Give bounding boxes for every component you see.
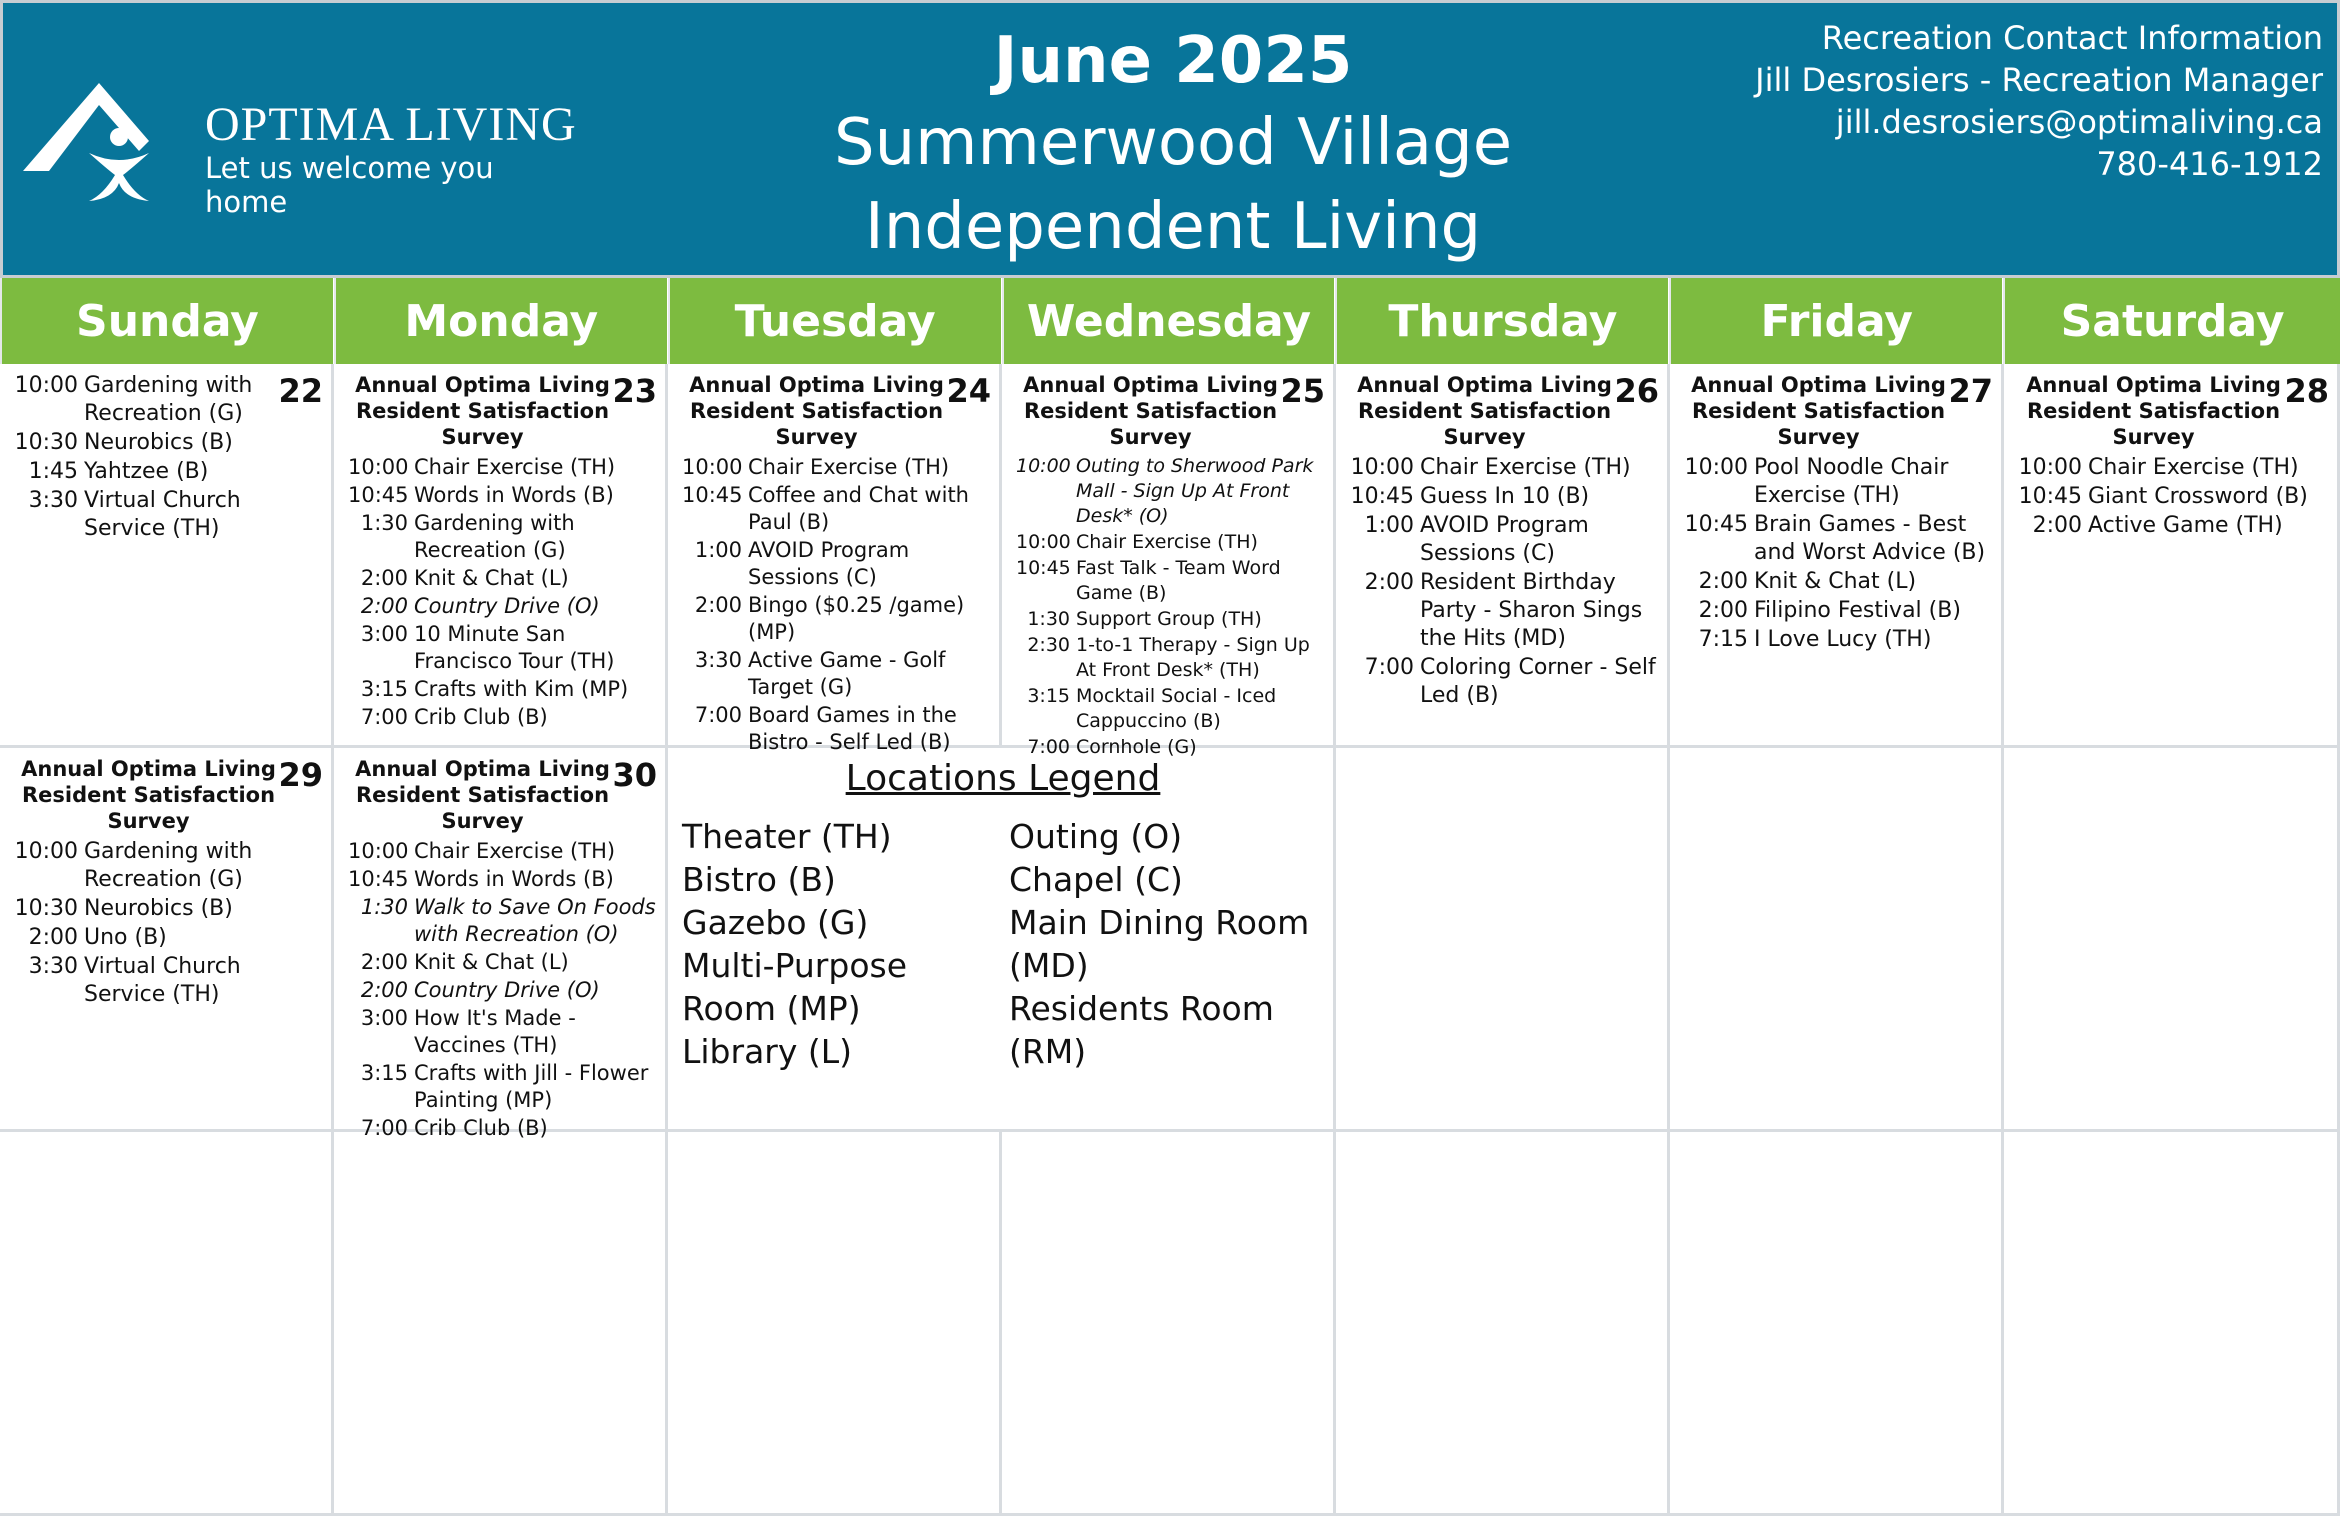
event-time: 7:00	[1364, 655, 1414, 680]
event-item	[14, 924, 325, 952]
event-item	[682, 482, 993, 536]
event-item	[1016, 556, 1327, 606]
event-item	[682, 537, 993, 591]
day-cell	[1336, 364, 1670, 748]
day-cell	[2004, 364, 2340, 748]
event-item	[14, 895, 325, 923]
weekday-wednesday: Wednesday	[1002, 278, 1335, 364]
event-time: 3:30	[28, 954, 78, 979]
event-time: 1:00	[1364, 513, 1414, 538]
event-time: 3:15	[360, 677, 408, 701]
event-title: Knit & Chat (L)	[414, 566, 569, 590]
event-item	[14, 953, 325, 1009]
event-time: 10:00	[2018, 455, 2082, 480]
event-item	[1684, 454, 1995, 510]
day-cell	[1336, 1132, 1670, 1516]
event-item	[1016, 633, 1327, 683]
event-title: Country Drive (O)	[414, 978, 600, 1002]
survey-notice: Annual Optima Living Resident Satisfaction Survey	[355, 757, 610, 833]
contact-title: Recreation Contact Information	[1821, 19, 2323, 57]
event-title: Country Drive (O)	[414, 594, 600, 618]
event-item	[2018, 454, 2331, 482]
event-item	[1684, 568, 1995, 596]
event-time: 7:00	[694, 703, 742, 727]
event-title: Words in Words (B)	[414, 867, 614, 891]
day-cell	[1002, 364, 1336, 758]
event-list	[348, 838, 659, 1142]
event-title: Crib Club (B)	[414, 705, 548, 729]
event-item	[348, 482, 659, 509]
community-title: Summerwood Village	[833, 106, 1513, 180]
calendar-title	[763, 21, 1583, 269]
event-title: Chair Exercise (TH)	[748, 455, 950, 479]
event-time: 3:15	[360, 1061, 408, 1085]
event-time: 2:00	[2032, 513, 2082, 538]
event-title: Crafts with Kim (MP)	[414, 677, 629, 701]
event-title: Resident Birthday Party - Sharon Sings the Hits (MD)	[1420, 570, 1643, 651]
event-title: 10 Minute San Francisco Tour (TH)	[414, 622, 615, 673]
event-title: Gardening with Recreation (G)	[84, 373, 253, 426]
event-title: Knit & Chat (L)	[1754, 569, 1917, 594]
weekday-sunday: Sunday	[0, 278, 333, 364]
contact-info	[1755, 17, 2323, 185]
day-cell	[0, 1132, 334, 1516]
program-title: Independent Living	[864, 190, 1482, 264]
event-time: 10:00	[14, 373, 78, 398]
legend-item: Outing (O)	[1009, 817, 1183, 856]
event-title: Coloring Corner - Self Led (B)	[1420, 655, 1656, 708]
optima-living-logo	[23, 83, 583, 219]
day-cell	[334, 748, 668, 1140]
day-cell	[0, 748, 334, 1132]
event-item	[348, 1005, 659, 1059]
event-time: 10:00	[1016, 531, 1071, 553]
event-time: 3:30	[694, 648, 742, 672]
event-item	[348, 866, 659, 893]
survey-notice: Annual Optima Living Resident Satisfaction Survey	[21, 757, 276, 833]
legend-item: Main Dining Room (MD)	[1009, 903, 1310, 985]
event-item	[2018, 483, 2331, 511]
event-title: Words in Words (B)	[414, 483, 614, 507]
event-item	[1016, 607, 1327, 632]
event-item	[348, 1115, 659, 1142]
day-cell	[668, 1132, 1002, 1516]
event-title: Knit & Chat (L)	[414, 950, 569, 974]
event-time: 1:00	[694, 538, 742, 562]
event-title: Active Game (TH)	[2088, 513, 2283, 538]
event-time: 1:45	[28, 459, 78, 484]
event-title: Mocktail Social - Iced Cappuccino (B)	[1076, 685, 1277, 732]
day-number: 28	[2284, 372, 2329, 410]
day-number: 23	[612, 372, 657, 410]
event-item	[682, 454, 993, 481]
event-time: 7:00	[360, 705, 408, 729]
event-item	[348, 894, 659, 948]
event-item	[1350, 569, 1661, 653]
brand-name: OPTIMA LIVING	[205, 98, 577, 151]
event-time: 10:30	[14, 430, 78, 455]
brand-tagline: Let us welcome you home	[205, 151, 494, 219]
weekday-friday: Friday	[1669, 278, 2002, 364]
day-cell	[334, 1132, 668, 1516]
event-title: Gardening with Recreation (G)	[414, 511, 575, 562]
event-time: 3:15	[1027, 685, 1070, 707]
legend-item: Library (L)	[682, 1032, 853, 1071]
survey-notice: Annual Optima Living Resident Satisfaction Survey	[2026, 373, 2281, 449]
event-title: AVOID Program Sessions (C)	[1420, 513, 1589, 566]
event-title: Chair Exercise (TH)	[414, 455, 616, 479]
event-item	[348, 1060, 659, 1114]
event-time: 1:30	[360, 895, 408, 919]
contact-manager: Jill Desrosiers - Recreation Manager	[1755, 61, 2323, 99]
event-title: Support Group (TH)	[1076, 608, 1262, 630]
event-item	[682, 647, 993, 701]
event-time: 10:45	[682, 483, 743, 507]
legend-item: Bistro (B)	[682, 860, 836, 899]
survey-notice: Annual Optima Living Resident Satisfaction Survey	[355, 373, 610, 449]
event-item	[2018, 512, 2331, 540]
event-title: Uno (B)	[84, 925, 167, 950]
event-time: 10:00	[348, 455, 409, 479]
day-cell	[1670, 364, 2004, 748]
event-time: 10:45	[1016, 557, 1071, 579]
event-time: 2:00	[694, 593, 742, 617]
day-cell	[0, 364, 334, 748]
event-time: 1:30	[360, 511, 408, 535]
event-time: 10:45	[2018, 484, 2082, 509]
calendar-header	[0, 0, 2340, 278]
day-cell	[2004, 1132, 2340, 1516]
event-title: Cornhole (G)	[1076, 736, 1197, 758]
event-time: 2:00	[1698, 569, 1748, 594]
event-title: Virtual Church Service (TH)	[84, 954, 241, 1007]
event-title: How It's Made - Vaccines (TH)	[414, 1006, 576, 1057]
event-item	[1016, 454, 1327, 529]
event-time: 10:45	[1350, 484, 1414, 509]
day-cell	[334, 364, 668, 748]
event-item	[1684, 511, 1995, 567]
event-time: 10:00	[682, 455, 743, 479]
event-item	[1684, 597, 1995, 625]
event-item	[348, 510, 659, 564]
event-title: Giant Crossword (B)	[2088, 484, 2308, 509]
event-item	[1684, 626, 1995, 654]
event-title: Brain Games - Best and Worst Advice (B)	[1754, 512, 1986, 565]
event-title: Board Games in the Bistro - Self Led (B)	[748, 703, 957, 754]
event-item	[682, 592, 993, 646]
event-time: 10:30	[14, 896, 78, 921]
weekday-tuesday: Tuesday	[668, 278, 1001, 364]
survey-notice: Annual Optima Living Resident Satisfaction Survey	[1691, 373, 1946, 449]
event-title: Chair Exercise (TH)	[414, 839, 616, 863]
event-title: Fast Talk - Team Word Game (B)	[1076, 557, 1281, 604]
event-title: Virtual Church Service (TH)	[84, 488, 241, 541]
event-time: 2:00	[1698, 598, 1748, 623]
event-time: 10:00	[1350, 455, 1414, 480]
day-number: 22	[278, 372, 323, 410]
event-item	[14, 458, 325, 486]
event-item	[1350, 454, 1661, 482]
event-list	[1350, 454, 1661, 710]
event-time: 3:00	[360, 1006, 408, 1030]
event-title: 1-to-1 Therapy - Sign Up At Front Desk* (TH)	[1076, 634, 1310, 681]
event-list	[682, 454, 993, 756]
event-item	[1350, 483, 1661, 511]
day-number: 27	[1948, 372, 1993, 410]
event-title: Neurobics (B)	[84, 896, 233, 921]
legend-item: Chapel (C)	[1009, 860, 1183, 899]
event-item	[348, 621, 659, 675]
contact-phone: 780-416-1912	[2096, 145, 2323, 183]
event-item	[348, 704, 659, 731]
event-item	[1016, 530, 1327, 555]
day-cell	[668, 364, 1002, 754]
day-number: 30	[612, 756, 657, 794]
event-title: Pool Noodle Chair Exercise (TH)	[1754, 455, 1949, 508]
event-item	[348, 454, 659, 481]
event-time: 7:15	[1698, 627, 1748, 652]
event-time: 10:00	[1016, 455, 1071, 477]
event-title: Crafts with Jill - Flower Painting (MP)	[414, 1061, 649, 1112]
event-item	[14, 838, 325, 894]
day-cell	[2004, 748, 2340, 1132]
event-item	[348, 977, 659, 1004]
weekday-saturday: Saturday	[2003, 278, 2340, 364]
event-title: Chair Exercise (TH)	[1076, 531, 1258, 553]
event-time: 2:00	[360, 594, 408, 618]
calendar-grid	[0, 364, 2340, 1516]
contact-email[interactable]: jill.desrosiers@optimaliving.ca	[1835, 103, 2323, 141]
event-item	[348, 565, 659, 592]
day-number: 25	[1280, 372, 1325, 410]
event-list	[348, 454, 659, 731]
event-time: 2:30	[1027, 634, 1070, 656]
event-item	[348, 838, 659, 865]
event-title: Chair Exercise (TH)	[2088, 455, 2299, 480]
locations-legend	[670, 748, 1336, 1132]
event-title: Chair Exercise (TH)	[1420, 455, 1631, 480]
event-title: Crib Club (B)	[414, 1116, 548, 1140]
legend-column-2	[1009, 815, 1336, 1073]
weekday-thursday: Thursday	[1335, 278, 1668, 364]
legend-title: Locations Legend	[845, 758, 1161, 799]
house-person-icon	[23, 83, 193, 203]
event-item	[348, 593, 659, 620]
event-time: 10:00	[1684, 455, 1748, 480]
event-time: 10:45	[348, 483, 409, 507]
survey-notice: Annual Optima Living Resident Satisfaction Survey	[689, 373, 944, 449]
event-time: 3:30	[28, 488, 78, 513]
event-time: 3:00	[360, 622, 408, 646]
event-title: Filipino Festival (B)	[1754, 598, 1961, 623]
day-cell	[1670, 1132, 2004, 1516]
day-number: 24	[946, 372, 991, 410]
month-title: June 2025	[993, 24, 1353, 98]
weekday-header-row	[0, 278, 2340, 364]
event-title: Guess In 10 (B)	[1420, 484, 1590, 509]
event-list	[2018, 454, 2331, 540]
event-list	[1016, 454, 1327, 760]
legend-item: Residents Room (RM)	[1009, 989, 1274, 1071]
legend-item: Gazebo (G)	[682, 903, 869, 942]
event-time: 10:45	[348, 867, 409, 891]
survey-notice: Annual Optima Living Resident Satisfaction Survey	[1023, 373, 1278, 449]
event-item	[1016, 684, 1327, 734]
event-item	[348, 676, 659, 703]
legend-item: Multi-Purpose Room (MP)	[682, 946, 908, 1028]
event-title: Yahtzee (B)	[84, 459, 209, 484]
event-list	[14, 838, 325, 1009]
survey-notice: Annual Optima Living Resident Satisfaction Survey	[1357, 373, 1612, 449]
event-item	[1350, 654, 1661, 710]
event-item	[14, 487, 325, 543]
event-title: Walk to Save On Foods with Recreation (O)	[414, 895, 656, 946]
event-time: 10:00	[348, 839, 409, 863]
event-title: Neurobics (B)	[84, 430, 233, 455]
event-time: 7:00	[1027, 736, 1070, 758]
day-number: 26	[1614, 372, 1659, 410]
event-title: Bingo ($0.25 /game) (MP)	[748, 593, 965, 644]
event-title: I Love Lucy (TH)	[1754, 627, 1932, 652]
day-cell	[1002, 1132, 1336, 1516]
event-item	[348, 949, 659, 976]
event-time: 10:45	[1684, 512, 1748, 537]
day-cell	[1336, 748, 1670, 1132]
day-cell	[1670, 748, 2004, 1132]
event-time: 1:30	[1027, 608, 1070, 630]
event-time: 2:00	[360, 950, 408, 974]
event-title: Active Game - Golf Target (G)	[748, 648, 946, 699]
event-item	[1350, 512, 1661, 568]
event-time: 2:00	[360, 978, 408, 1002]
event-time: 2:00	[28, 925, 78, 950]
event-title: AVOID Program Sessions (C)	[748, 538, 910, 589]
day-number: 29	[278, 756, 323, 794]
event-time: 2:00	[1364, 570, 1414, 595]
event-title: Outing to Sherwood Park Mall - Sign Up At Front Desk* (O)	[1076, 455, 1314, 527]
event-time: 2:00	[360, 566, 408, 590]
legend-column-1	[682, 815, 1009, 1073]
event-list	[1684, 454, 1995, 654]
weekday-monday: Monday	[334, 278, 667, 364]
event-title: Gardening with Recreation (G)	[84, 839, 253, 892]
legend-item: Theater (TH)	[682, 817, 892, 856]
event-time: 10:00	[14, 839, 78, 864]
event-title: Coffee and Chat with Paul (B)	[748, 483, 969, 534]
event-time: 7:00	[360, 1116, 408, 1140]
event-item	[14, 429, 325, 457]
